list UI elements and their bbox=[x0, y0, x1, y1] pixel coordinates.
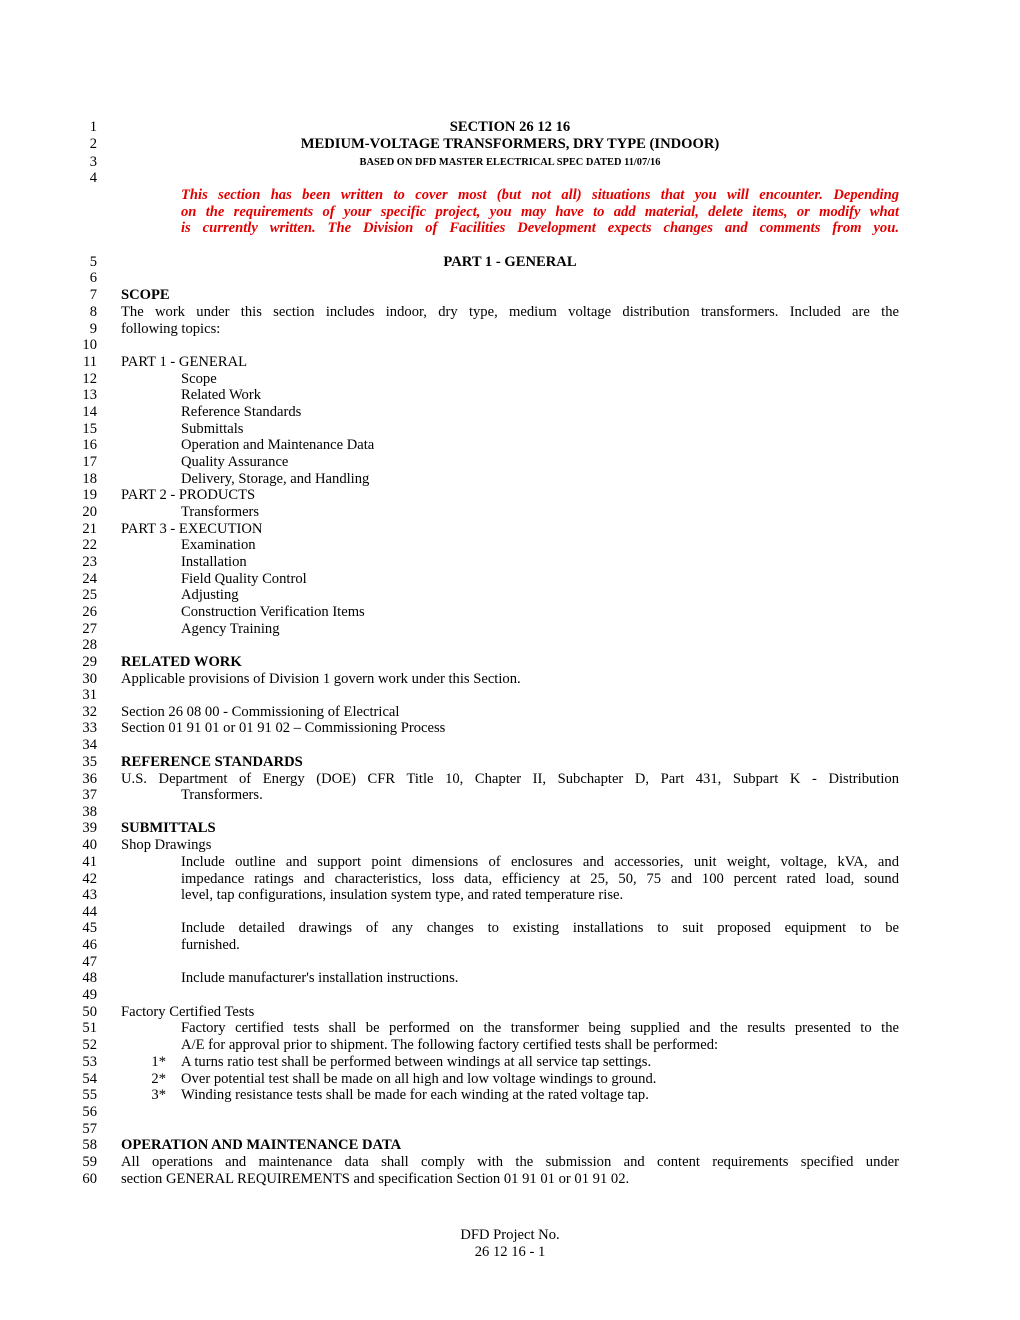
line-number: 50 bbox=[82, 1004, 97, 1020]
reference-standards-text: U.S. Department of Energy (DOE) CFR Title 10, Chapter II, Subchapter D, Part 431, Subpart K - Distribution bbox=[121, 771, 899, 787]
submittals-text: impedance ratings and characteristics, loss data, efficiency at 25, 50, 75 and 100 percent rated load, sound bbox=[181, 871, 899, 887]
line-number: 25 bbox=[82, 587, 97, 603]
line-number: 32 bbox=[82, 704, 97, 720]
line-number: 54 bbox=[82, 1071, 97, 1087]
line-number: 59 bbox=[82, 1154, 97, 1170]
toc-part1: PART 1 - GENERAL bbox=[121, 354, 248, 370]
toc-item: Operation and Maintenance Data bbox=[181, 437, 375, 453]
line-number: 29 bbox=[82, 654, 97, 670]
related-work-ref: Section 26 08 00 - Commissioning of Electrical bbox=[121, 704, 400, 720]
toc-item: Agency Training bbox=[181, 621, 280, 637]
line-number: 8 bbox=[89, 304, 97, 320]
toc-item: Reference Standards bbox=[181, 404, 302, 420]
line-number: 38 bbox=[82, 804, 97, 820]
line-number: 45 bbox=[82, 920, 97, 936]
test-item bbox=[0, 1054, 1020, 1071]
line-number: 12 bbox=[82, 371, 97, 387]
line-number: 58 bbox=[82, 1137, 97, 1153]
toc-part3: PART 3 - EXECUTION bbox=[121, 521, 263, 537]
line-number: 3 bbox=[89, 154, 97, 170]
line-number: 48 bbox=[82, 970, 97, 986]
line-number: 55 bbox=[82, 1087, 97, 1103]
line-number: 16 bbox=[82, 437, 97, 453]
line-number: 22 bbox=[82, 537, 97, 553]
reference-standards-heading: REFERENCE STANDARDS bbox=[121, 754, 303, 770]
toc-item: Installation bbox=[181, 554, 247, 570]
line-number: 9 bbox=[89, 321, 97, 337]
submittals-text: furnished. bbox=[181, 937, 240, 953]
line-number: 49 bbox=[82, 987, 97, 1003]
test-marker: 1* bbox=[151, 1054, 166, 1070]
line-number: 35 bbox=[82, 754, 97, 770]
line-number: 5 bbox=[89, 254, 97, 270]
related-work-ref: Section 01 91 01 or 01 91 02 – Commissioning Process bbox=[121, 720, 446, 736]
line-number: 43 bbox=[82, 887, 97, 903]
submittals-heading: SUBMITTALS bbox=[121, 820, 216, 836]
line-number: 57 bbox=[82, 1121, 97, 1137]
line-number: 28 bbox=[82, 637, 97, 653]
line-number: 40 bbox=[82, 837, 97, 853]
footer-page-number: 26 12 16 - 1 bbox=[474, 1244, 546, 1260]
line-number: 37 bbox=[82, 787, 97, 803]
line-number: 26 bbox=[82, 604, 97, 620]
test-item bbox=[0, 1071, 1020, 1088]
line-number: 44 bbox=[82, 904, 97, 920]
line-number: 4 bbox=[89, 170, 97, 186]
line-number: 27 bbox=[82, 621, 97, 637]
note-line: is currently written. The Division of Facilities Development expects changes and comments from you. bbox=[181, 220, 899, 237]
editor-note bbox=[181, 187, 899, 237]
line-number: 56 bbox=[82, 1104, 97, 1120]
toc-item: Quality Assurance bbox=[181, 454, 289, 470]
om-data-text: section GENERAL REQUIREMENTS and specification Section 01 91 01 or 01 91 02. bbox=[121, 1171, 630, 1187]
reference-standards-text: Transformers. bbox=[181, 787, 263, 803]
test-text: A turns ratio test shall be performed between windings at all service tap settings. bbox=[181, 1054, 652, 1070]
line-number: 15 bbox=[82, 421, 97, 437]
scope-text: The work under this section includes indoor, dry type, medium voltage distribution transformers. Included are the bbox=[121, 304, 899, 320]
line-number: 17 bbox=[82, 454, 97, 470]
line-number: 33 bbox=[82, 720, 97, 736]
toc-item: Transformers bbox=[181, 504, 260, 520]
line-number: 11 bbox=[82, 354, 97, 370]
submittals-text: Include detailed drawings of any changes to existing installations to suit proposed equipment to be bbox=[181, 920, 899, 936]
line-number: 47 bbox=[82, 954, 97, 970]
scope-heading: SCOPE bbox=[121, 287, 170, 303]
toc-item: Field Quality Control bbox=[181, 571, 307, 587]
related-work-heading: RELATED WORK bbox=[121, 654, 242, 670]
toc-item: Adjusting bbox=[181, 587, 239, 603]
line-number: 13 bbox=[82, 387, 97, 403]
om-data-heading: OPERATION AND MAINTENANCE DATA bbox=[121, 1137, 402, 1153]
toc-item: Delivery, Storage, and Handling bbox=[181, 471, 370, 487]
line-number: 21 bbox=[82, 521, 97, 537]
line-number: 41 bbox=[82, 854, 97, 870]
line-number: 18 bbox=[82, 471, 97, 487]
line-number: 19 bbox=[82, 487, 97, 503]
toc-part2: PART 2 - PRODUCTS bbox=[121, 487, 256, 503]
factory-tests-text: Factory certified tests shall be performed on the transformer being supplied and the results presented to the bbox=[181, 1020, 899, 1036]
line-number: 2 bbox=[89, 136, 97, 152]
note-line: This section has been written to cover most (but not all) situations that you will encounter. Depending bbox=[181, 187, 899, 203]
line-number: 20 bbox=[82, 504, 97, 520]
section-title: MEDIUM-VOLTAGE TRANSFORMERS, DRY TYPE (INDOOR) bbox=[300, 136, 720, 152]
toc-item: Scope bbox=[181, 371, 217, 387]
test-item bbox=[0, 1087, 1020, 1104]
scope-text: following topics: bbox=[121, 321, 221, 337]
line-number: 39 bbox=[82, 820, 97, 836]
factory-tests-label: Factory Certified Tests bbox=[121, 1004, 255, 1020]
toc-item: Examination bbox=[181, 537, 256, 553]
test-marker: 3* bbox=[151, 1087, 166, 1103]
line-number: 52 bbox=[82, 1037, 97, 1053]
line-number: 34 bbox=[82, 737, 97, 753]
test-marker: 2* bbox=[151, 1071, 166, 1087]
footer-project: DFD Project No. bbox=[460, 1227, 560, 1243]
line-number: 51 bbox=[82, 1020, 97, 1036]
line-number: 53 bbox=[82, 1054, 97, 1070]
factory-tests-text: A/E for approval prior to shipment. The following factory certified tests shall be performed: bbox=[181, 1037, 719, 1053]
related-work-text: Applicable provisions of Division 1 govern work under this Section. bbox=[121, 671, 521, 687]
section-number: SECTION 26 12 16 bbox=[449, 119, 571, 135]
shop-drawings-label: Shop Drawings bbox=[121, 837, 212, 853]
note-line: on the requirements of your specific project, you may have to add material, delete items, or modify what bbox=[181, 203, 899, 220]
line-number: 30 bbox=[82, 671, 97, 687]
toc-item: Submittals bbox=[181, 421, 244, 437]
line-number: 1 bbox=[89, 119, 97, 135]
toc-item: Related Work bbox=[181, 387, 262, 403]
submittals-text: Include manufacturer's installation instructions. bbox=[181, 970, 459, 986]
test-text: Over potential test shall be made on all high and low voltage windings to ground. bbox=[181, 1071, 657, 1087]
line-number: 46 bbox=[82, 937, 97, 953]
line-number: 36 bbox=[82, 771, 97, 787]
line-number: 23 bbox=[82, 554, 97, 570]
part1-heading: PART 1 - GENERAL bbox=[443, 254, 577, 270]
line-number: 60 bbox=[82, 1171, 97, 1187]
submittals-text: Include outline and support point dimensions of enclosures and accessories, unit weight, voltage, kVA, and bbox=[181, 854, 899, 870]
line-number: 14 bbox=[82, 404, 97, 420]
submittals-text: level, tap configurations, insulation system type, and rated temperature rise. bbox=[181, 887, 624, 903]
line-number: 10 bbox=[82, 337, 97, 353]
line-number: 7 bbox=[89, 287, 97, 303]
toc-item: Construction Verification Items bbox=[181, 604, 365, 620]
line-number: 6 bbox=[89, 270, 97, 286]
line-number: 42 bbox=[82, 871, 97, 887]
based-on-line: BASED ON DFD MASTER ELECTRICAL SPEC DATED 11/07/16 bbox=[359, 157, 661, 168]
line-number: 31 bbox=[82, 687, 97, 703]
line-number: 24 bbox=[82, 571, 97, 587]
om-data-text: All operations and maintenance data shall comply with the submission and content requirements specified under bbox=[121, 1154, 899, 1170]
test-text: Winding resistance tests shall be made for each winding at the rated voltage tap. bbox=[181, 1087, 649, 1103]
